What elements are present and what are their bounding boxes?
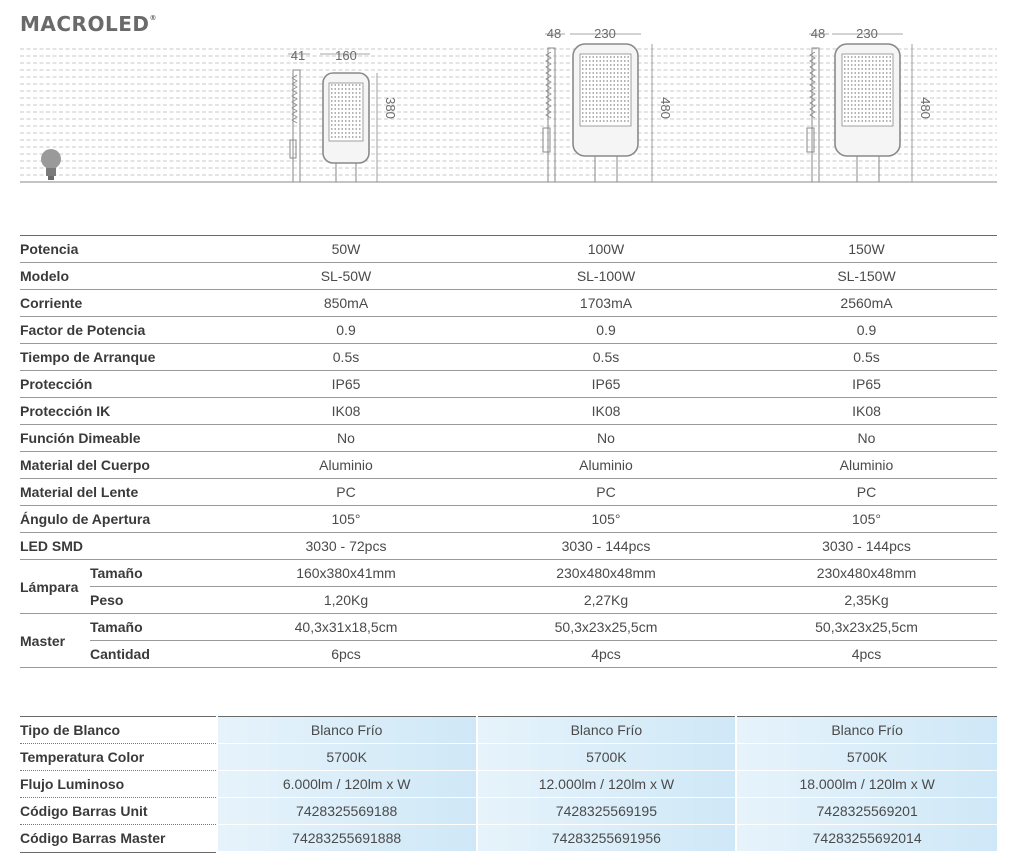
spec-label: Ángulo de Apertura [20, 506, 216, 533]
spec-row [20, 263, 997, 290]
spec-value: No [476, 425, 736, 452]
spec-value: IP65 [216, 371, 476, 398]
side-width-label: 48 [810, 26, 826, 41]
group-label: Master [20, 632, 66, 649]
color-value: 6.000lm / 120lm x W [217, 771, 477, 798]
spec-value: 1703mA [476, 290, 736, 317]
side-width-label: 48 [546, 26, 562, 41]
spec-value: 2560mA [736, 290, 997, 317]
spec-value: IP65 [736, 371, 997, 398]
spec-value: 50W [216, 236, 476, 263]
group-cell-master [20, 614, 216, 668]
bulb-icon [41, 149, 61, 180]
spec-value: 0.5s [216, 344, 476, 371]
spec-value: 850mA [216, 290, 476, 317]
spec-row [20, 452, 997, 479]
spec-row [20, 371, 997, 398]
spec-value: 230x480x48mm [736, 560, 997, 587]
color-value: 5700K [477, 744, 737, 771]
height-label: 380 [383, 97, 398, 119]
sub-label: Peso [90, 592, 124, 608]
spec-value: SL-50W [216, 263, 476, 290]
product-drawings [20, 26, 997, 188]
color-value: 7428325569201 [736, 798, 997, 825]
spec-value: 3030 - 144pcs [476, 533, 736, 560]
color-spec-table [20, 716, 997, 853]
spec-value: 50,3x23x25,5cm [736, 614, 997, 641]
spec-value: 105° [476, 506, 736, 533]
spec-value: SL-100W [476, 263, 736, 290]
spec-label: Factor de Potencia [20, 317, 216, 344]
spec-row [20, 236, 997, 263]
spec-label: Material del Lente [20, 479, 216, 506]
height-label: 480 [918, 97, 933, 119]
spec-value: 3030 - 144pcs [736, 533, 997, 560]
color-label: Flujo Luminoso [20, 771, 217, 798]
spec-value: 0.5s [476, 344, 736, 371]
spec-row [20, 317, 997, 344]
color-value: 12.000lm / 120lm x W [477, 771, 737, 798]
sub-label: Tamaño [90, 614, 216, 641]
streetlight-100w-drawing [543, 34, 652, 182]
color-value: 5700K [217, 744, 477, 771]
spec-value: 160x380x41mm [216, 560, 476, 587]
spec-value: 2,27Kg [476, 587, 736, 614]
spec-label: LED SMD [20, 533, 216, 560]
color-row [20, 825, 997, 853]
front-width-label: 160 [335, 48, 357, 63]
color-label: Tipo de Blanco [20, 717, 217, 744]
spec-row [20, 290, 997, 317]
spec-value: Aluminio [736, 452, 997, 479]
spec-row [20, 614, 997, 641]
group-cell-lampara [20, 560, 216, 614]
spec-row [20, 560, 997, 587]
spec-value: IK08 [736, 398, 997, 425]
spec-table [20, 235, 997, 668]
color-label: Código Barras Master [20, 825, 217, 853]
spec-value: PC [736, 479, 997, 506]
spec-row [20, 479, 997, 506]
spec-value: PC [216, 479, 476, 506]
spec-label: Protección IK [20, 398, 216, 425]
spec-value: 50,3x23x25,5cm [476, 614, 736, 641]
spec-value: 6pcs [216, 641, 476, 668]
spec-value: 0.5s [736, 344, 997, 371]
color-value: Blanco Frío [736, 717, 997, 744]
spec-value: PC [476, 479, 736, 506]
spec-value: 0.9 [476, 317, 736, 344]
brand-logo [20, 12, 157, 36]
spec-value: 105° [216, 506, 476, 533]
spec-label: Corriente [20, 290, 216, 317]
color-value: 18.000lm / 120lm x W [736, 771, 997, 798]
height-label: 480 [658, 97, 673, 119]
color-value: 74283255691888 [217, 825, 477, 853]
color-row [20, 744, 997, 771]
color-row [20, 717, 997, 744]
registered-mark: ® [149, 14, 157, 22]
color-row [20, 798, 997, 825]
spec-value: 0.9 [736, 317, 997, 344]
spec-value: 105° [736, 506, 997, 533]
color-value: 7428325569188 [217, 798, 477, 825]
spec-row [20, 398, 997, 425]
spec-value: 40,3x31x18,5cm [216, 614, 476, 641]
front-width-label: 230 [856, 26, 878, 41]
spec-value: No [736, 425, 997, 452]
spec-value: Aluminio [216, 452, 476, 479]
streetlight-50w-drawing [288, 54, 377, 182]
spec-row [20, 344, 997, 371]
spec-value: No [216, 425, 476, 452]
color-label: Temperatura Color [20, 744, 217, 771]
spec-value: IK08 [216, 398, 476, 425]
sub-label: Cantidad [90, 646, 150, 662]
spec-value: SL-150W [736, 263, 997, 290]
spec-value: 0.9 [216, 317, 476, 344]
brand-name: MACROLED [20, 12, 150, 36]
color-value: 74283255691956 [477, 825, 737, 853]
spec-value: 230x480x48mm [476, 560, 736, 587]
spec-value: 4pcs [736, 641, 997, 668]
spec-row [20, 506, 997, 533]
spec-value: 4pcs [476, 641, 736, 668]
spec-value: Aluminio [476, 452, 736, 479]
spec-value: 100W [476, 236, 736, 263]
spec-label: Material del Cuerpo [20, 452, 216, 479]
spec-row [20, 425, 997, 452]
spec-value: IP65 [476, 371, 736, 398]
color-value: Blanco Frío [477, 717, 737, 744]
sub-label: Tamaño [90, 560, 216, 587]
side-width-label: 41 [290, 48, 306, 63]
spec-value: 150W [736, 236, 997, 263]
color-label: Código Barras Unit [20, 798, 217, 825]
spec-label: Potencia [20, 236, 216, 263]
spec-value: 1,20Kg [216, 587, 476, 614]
spec-value: IK08 [476, 398, 736, 425]
spec-label: Tiempo de Arranque [20, 344, 216, 371]
spec-label: Función Dimeable [20, 425, 216, 452]
color-value: Blanco Frío [217, 717, 477, 744]
spec-value: 2,35Kg [736, 587, 997, 614]
color-value: 7428325569195 [477, 798, 737, 825]
color-value: 74283255692014 [736, 825, 997, 853]
spec-row [20, 533, 997, 560]
color-value: 5700K [736, 744, 997, 771]
group-label: Lámpara [20, 578, 79, 595]
color-row [20, 771, 997, 798]
spec-value: 3030 - 72pcs [216, 533, 476, 560]
spec-label: Protección [20, 371, 216, 398]
spec-label: Modelo [20, 263, 216, 290]
front-width-label: 230 [594, 26, 616, 41]
